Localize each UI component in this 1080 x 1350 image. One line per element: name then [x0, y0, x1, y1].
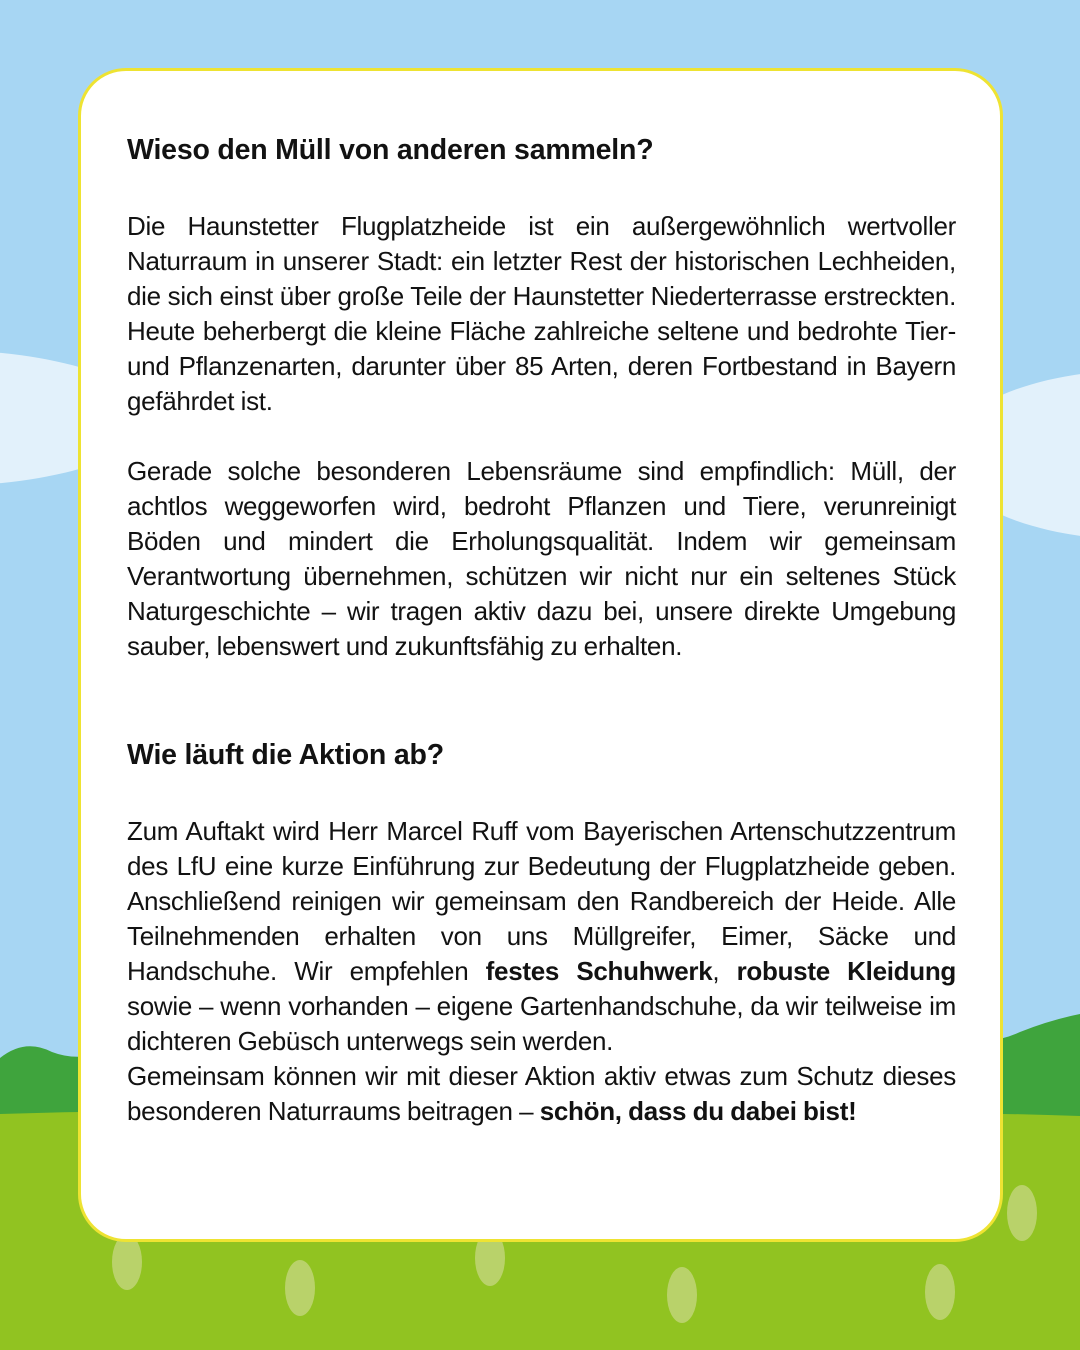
section-heading-how: Wie läuft die Aktion ab? [127, 739, 444, 771]
section-body-how [127, 814, 956, 1129]
paragraph: Die Haunstetter Flugplatzheide ist ein außergewöhnlich wertvoller Naturraum in unserer Stadt: ein letzter Rest der historischen Lechheiden, die sich einst über große Teile der Haunstetter Niederterrasse erstreckten. Heute beherbergt die kleine Fläche zahlreiche seltene und bedrohte Tier- und Pflanzenarten, darunter über 85 Arten, deren Fortbestand in Bayern gefährdet ist. [127, 211, 956, 416]
grass-tuft [112, 1234, 142, 1290]
section-body-why [127, 209, 956, 664]
grass-tuft [925, 1264, 955, 1320]
text-card [78, 68, 1003, 1242]
paragraph: Gerade solche besonderen Lebensräume sind empfindlich: Müll, der achtlos weggeworfen wird, bedroht Pflanzen und Tiere, verunreinigt Böden und mindert die Erholungsqualität. Indem wir gemeinsam Verantwortung übernehmen, schützen wir nicht nur ein seltenes Stück Naturgeschichte – wir tragen aktiv dazu bei, unsere direkte Umgebung sauber, lebenswert und zukunftsfähig zu erhalten. [127, 456, 956, 661]
grass-tuft [285, 1260, 315, 1316]
paragraph: Gemeinsam können wir mit dieser Aktion aktiv etwas zum Schutz dieses besonderen Naturraums beitragen – schön, dass du dabei bist! [127, 1061, 956, 1126]
grass-tuft [667, 1267, 697, 1323]
section-heading-why: Wieso den Müll von anderen sammeln? [127, 134, 654, 166]
grass-tuft [1007, 1185, 1037, 1241]
paragraph: Zum Auftakt wird Herr Marcel Ruff vom Bayerischen Artenschutzzentrum des LfU eine kurze Einführung zur Bedeutung der Flugplatzheide geben. Anschließend reinigen wir gemeinsam den Randbereich der Heide. Alle Teilnehmenden erhalten von uns Müllgreifer, Eimer, Säcke und Handschuhe. Wir empfehlen festes Schuhwerk, robuste Kleidung sowie – wenn vorhanden – eigene Gartenhandschuhe, da wir teilweise im dichteren Gebüsch unterwegs sein werden. [127, 816, 956, 1056]
